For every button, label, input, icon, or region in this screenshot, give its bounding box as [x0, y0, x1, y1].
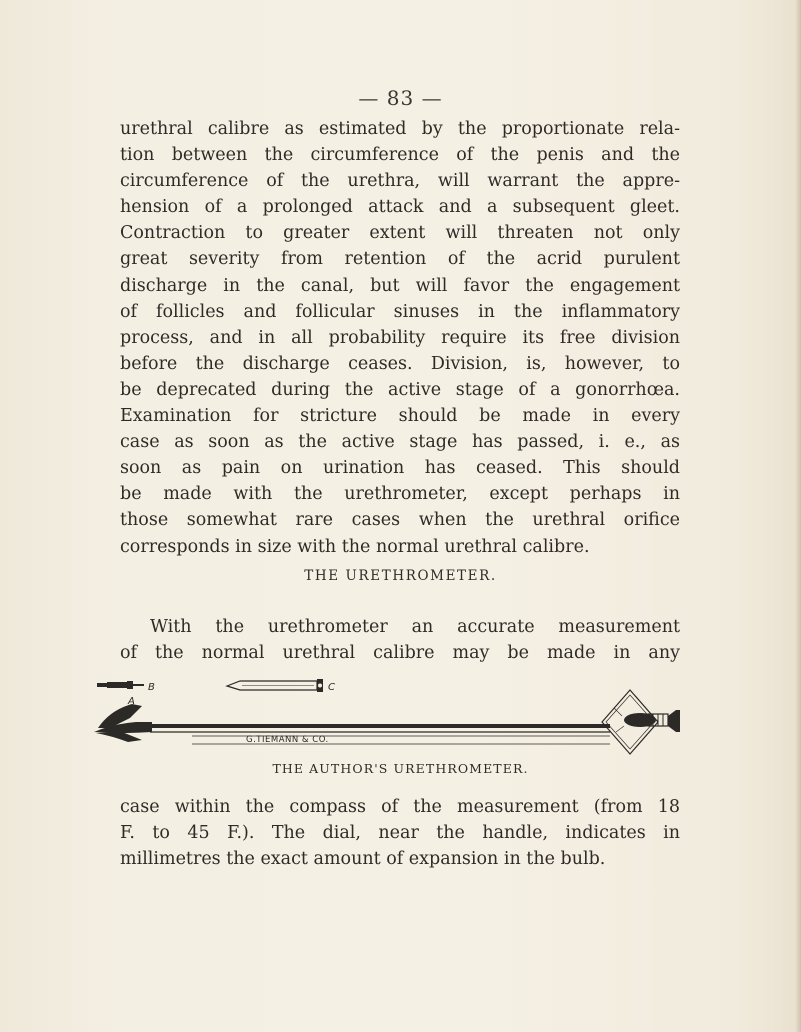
label-b: B	[148, 682, 155, 693]
rod-c	[227, 679, 323, 692]
text-line: corresponds in size with the normal urethral calibre.	[120, 536, 590, 557]
text-line: those somewhat rare cases when the urethral orifice	[120, 510, 680, 531]
measurement-dial	[602, 690, 658, 754]
text-line: discharge in the canal, but will favor the engagement	[120, 275, 680, 296]
page-number: — 83 —	[358, 86, 443, 110]
paragraph-stricture-examination	[120, 116, 680, 560]
text-line: tion between the circumference of the penis and the	[120, 145, 680, 166]
label-a: A	[128, 696, 135, 707]
text-line: be deprecated during the active stage of a gonorrhœa.	[120, 379, 680, 400]
text-line: soon as pain on urination has ceased. This should	[120, 458, 680, 479]
instrument-bulb-a	[94, 704, 152, 742]
figure-caption: THE AUTHOR'S URETHROMETER.	[272, 761, 529, 776]
text-line: great severity from retention of the acrid purulent	[120, 249, 680, 270]
text-line: hension of a prolonged attack and a subsequent gleet.	[120, 197, 680, 218]
text-line: be made with the urethrometer, except perhaps in	[120, 484, 680, 505]
label-c: C	[328, 682, 335, 693]
rod-b	[97, 681, 144, 689]
text-line: before the discharge ceases. Division, is, however, to	[120, 353, 680, 374]
text-line: of the normal urethral calibre may be made in any	[120, 643, 680, 664]
text-line: Contraction to greater extent will threaten not only	[120, 223, 680, 244]
text-line: millimetres the exact amount of expansion in the bulb.	[120, 849, 606, 870]
maker-mark: G.TIEMANN & CO.	[246, 735, 329, 745]
section-heading: THE URETHROMETER.	[304, 568, 497, 584]
paragraph-measurement-range	[120, 794, 680, 872]
text-line: urethral calibre as estimated by the proportionate rela-	[120, 119, 680, 139]
text-line: Examination for stricture should be made in every	[120, 406, 680, 427]
page-edge-shadow	[795, 0, 801, 1032]
text-line: of follicles and follicular sinuses in the inflammatory	[120, 301, 680, 322]
instrument-shaft	[150, 724, 610, 744]
text-line: circumference of the urethra, will warrant the appre-	[120, 171, 680, 192]
paragraph-urethrometer-intro	[120, 614, 680, 666]
text-line: process, and in all probability require its free division	[120, 327, 680, 348]
text-line: case within the compass of the measurement (from 18	[120, 797, 680, 817]
text-line: With the urethrometer an accurate measurement	[150, 617, 680, 637]
text-line: F. to 45 F.). The dial, near the handle, indicates in	[120, 823, 680, 844]
text-line: case as soon as the active stage has passed, i. e., as	[120, 432, 680, 453]
